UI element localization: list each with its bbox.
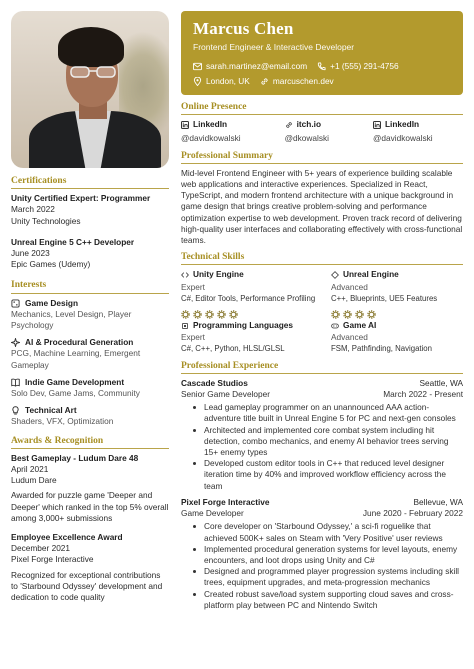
code-icon bbox=[181, 271, 189, 279]
skill-rating bbox=[331, 310, 463, 319]
interest-item bbox=[11, 405, 169, 427]
cert-date: June 2023 bbox=[11, 248, 50, 259]
job-bullet: Implemented procedural generation systems for level layouts, enemy encounters, and loot drops using Unity and C# bbox=[181, 544, 463, 566]
award-item bbox=[11, 453, 169, 524]
award-desc: Awarded for puzzle game 'Deeper and Deeper' which ranked in the top 5% overall among 3,000+ submissions bbox=[11, 490, 169, 523]
chip-icon bbox=[181, 322, 189, 330]
interest-item bbox=[11, 337, 169, 371]
interest-name: AI & Procedural Generation bbox=[25, 337, 134, 348]
award-issuer: Pixel Forge Interactive bbox=[11, 554, 94, 565]
award-date: April 2021 bbox=[11, 464, 49, 475]
candidate-title: Frontend Engineer & Interactive Developer bbox=[193, 42, 355, 52]
candidate-name: Marcus Chen bbox=[193, 19, 294, 38]
skills-grid bbox=[181, 269, 463, 354]
profile-itchio[interactable] bbox=[285, 119, 329, 144]
link-icon bbox=[260, 77, 269, 86]
profile-linkedin-2[interactable] bbox=[373, 119, 463, 144]
skill-item bbox=[181, 269, 331, 304]
diamond-icon bbox=[331, 271, 339, 279]
right-column bbox=[181, 102, 463, 616]
skill-item bbox=[331, 269, 463, 304]
contact-email[interactable] bbox=[193, 61, 307, 71]
skill-level: Expert bbox=[181, 281, 205, 292]
gear-icon bbox=[205, 310, 214, 319]
gear-icon bbox=[331, 310, 340, 319]
linkedin-icon bbox=[181, 121, 189, 129]
profile-handle: @davidkowalski bbox=[181, 133, 241, 144]
award-name: Employee Excellence Award bbox=[11, 532, 123, 543]
gear-icon bbox=[217, 310, 226, 319]
skill-level: Advanced bbox=[331, 332, 368, 343]
interest-desc: Solo Dev, Game Jams, Community bbox=[11, 388, 140, 399]
skill-rating-row bbox=[331, 308, 463, 355]
interest-desc: Shaders, VFX, Optimization bbox=[11, 416, 114, 427]
mail-icon bbox=[193, 62, 202, 71]
job-role: Senior Game Developer bbox=[181, 389, 271, 400]
summary-text: Mid-level Frontend Engineer with 5+ years of experience building scalable web applications and interactive experiences. Specialized in React, TypeScript, and modern frontend architecture with a unique background in game design that brings creative problem-solving and performance optimization expertise to web development. Proven track record of delivering high-quality user interfaces and collaborating effectively with cross-functional teams. bbox=[181, 167, 463, 246]
contact-location bbox=[193, 76, 250, 86]
dice-icon bbox=[11, 299, 20, 308]
sparkle-icon bbox=[11, 338, 20, 347]
header-banner bbox=[181, 11, 463, 95]
gear-icon bbox=[193, 310, 202, 319]
section-title-skills: Technical Skills bbox=[181, 252, 463, 265]
section-title-summary: Professional Summary bbox=[181, 151, 463, 164]
job-location: Bellevue, WA bbox=[413, 496, 463, 507]
section-title-experience: Professional Experience bbox=[181, 361, 463, 374]
gear-icon bbox=[355, 310, 364, 319]
job-dates: March 2022 - Present bbox=[383, 389, 463, 400]
profile-handle: @dkowalski bbox=[284, 133, 329, 144]
contact-list bbox=[193, 61, 451, 86]
profile-network: LinkedIn bbox=[384, 119, 420, 130]
cert-date: March 2022 bbox=[11, 204, 55, 215]
bulb-icon bbox=[11, 406, 20, 415]
section-title-certifications: Certifications bbox=[11, 176, 169, 189]
profile-network: itch.io bbox=[296, 119, 322, 130]
book-icon bbox=[11, 378, 20, 387]
award-item bbox=[11, 532, 169, 603]
skill-keywords: FSM, Pathfinding, Navigation bbox=[331, 344, 432, 354]
certification-item bbox=[11, 193, 169, 227]
cert-issuer: Unity Technologies bbox=[11, 215, 81, 226]
interest-name: Game Design bbox=[25, 297, 79, 308]
job-company: Cascade Studios bbox=[181, 377, 248, 388]
skill-keywords: C++, Blueprints, UE5 Features bbox=[331, 293, 438, 303]
skill-level: Advanced bbox=[331, 281, 368, 292]
job-bullet: Developed custom editor tools in C++ that reduced level designer iteration time by 40% and improved workflow efficiency across the team bbox=[181, 458, 463, 492]
job-bullets bbox=[181, 521, 463, 611]
skill-name: Programming Languages bbox=[193, 320, 294, 331]
skill-name: Unreal Engine bbox=[343, 269, 399, 280]
section-title-awards: Awards & Recognition bbox=[11, 436, 169, 449]
cert-issuer: Epic Games (Udemy) bbox=[11, 259, 91, 270]
cert-name: Unreal Engine 5 C++ Developer bbox=[11, 236, 135, 247]
profile-handle: @davidkowalski bbox=[372, 133, 433, 144]
job-bullet: Designed and programmed player progression systems including skill trees, equipment upgrades, and meta-progression mechanics bbox=[181, 566, 463, 588]
interest-desc: PCG, Machine Learning, Emergent Gameplay bbox=[11, 348, 141, 370]
job-bullet: Architected and implemented core combat system including hit detection, combo mechanics, and enemy AI behavior trees serving 15+ enemy types bbox=[181, 425, 463, 459]
cert-name: Unity Certified Expert: Programmer bbox=[11, 193, 151, 204]
job-company: Pixel Forge Interactive bbox=[181, 496, 270, 507]
skill-keywords: C#, C++, Python, HLSL/GLSL bbox=[181, 344, 285, 354]
interest-item bbox=[11, 298, 169, 332]
interest-desc: Mechanics, Level Design, Player Psychology bbox=[11, 308, 132, 331]
award-name: Best Gameplay - Ludum Dare 48 bbox=[11, 452, 139, 463]
phone-icon bbox=[317, 62, 326, 71]
profile-list bbox=[181, 119, 463, 144]
profile-photo bbox=[11, 11, 169, 168]
skill-level: Expert bbox=[181, 332, 205, 343]
section-title-online-presence: Online Presence bbox=[181, 102, 463, 115]
job-bullet: Created robust save/load system supporting cloud saves and cross-platform play between PC and Nintendo Switch bbox=[181, 589, 463, 611]
job-dates: June 2020 - February 2022 bbox=[362, 508, 463, 519]
award-issuer: Ludum Dare bbox=[11, 475, 57, 486]
job-entry bbox=[181, 497, 463, 611]
section-title-interests: Interests bbox=[11, 280, 169, 293]
job-location: Seattle, WA bbox=[419, 377, 463, 388]
gear-icon bbox=[343, 310, 352, 319]
left-column bbox=[11, 176, 169, 610]
skill-rating bbox=[181, 310, 331, 319]
skill-rating-row bbox=[181, 308, 331, 355]
gear-icon bbox=[181, 310, 190, 319]
job-bullets bbox=[181, 402, 463, 492]
interest-item bbox=[11, 377, 169, 399]
contact-website[interactable] bbox=[260, 76, 334, 86]
interest-name: Technical Art bbox=[25, 405, 77, 416]
job-entry bbox=[181, 378, 463, 492]
job-bullet: Lead gameplay programmer on an unannounced AAA action-adventure title built in Unreal Engine 5 for PC and next-gen consoles bbox=[181, 402, 463, 424]
gear-icon bbox=[229, 310, 238, 319]
award-desc: Recognized for exceptional contributions to 'Starbound Odyssey' development and dedication to code quality bbox=[11, 569, 163, 603]
gear-icon bbox=[367, 310, 376, 319]
website-text: marcuschen.dev bbox=[272, 76, 334, 86]
skill-name: Unity Engine bbox=[193, 269, 244, 280]
link-icon bbox=[285, 121, 293, 129]
profile-linkedin[interactable] bbox=[181, 119, 241, 144]
job-bullet: Core developer on 'Starbound Odyssey,' a sci-fi roguelike that achieved 500K+ sales on Steam with 'Very Positive' user reviews bbox=[181, 521, 463, 543]
contact-phone[interactable] bbox=[317, 61, 399, 71]
award-date: December 2021 bbox=[11, 543, 71, 554]
job-role: Game Developer bbox=[181, 508, 244, 519]
phone-text: +1 (555) 291-4756 bbox=[330, 61, 399, 71]
certification-item bbox=[11, 237, 169, 271]
email-text: sarah.martinez@email.com bbox=[206, 61, 308, 71]
interest-name: Indie Game Development bbox=[25, 376, 125, 387]
location-pin-icon bbox=[193, 77, 202, 86]
skill-name: Game AI bbox=[343, 320, 377, 331]
profile-network: LinkedIn bbox=[193, 119, 228, 130]
linkedin-icon bbox=[373, 121, 381, 129]
location-text: London, UK bbox=[206, 76, 250, 86]
gamepad-icon bbox=[331, 322, 339, 330]
skill-keywords: C#, Editor Tools, Performance Profiling bbox=[181, 293, 316, 303]
